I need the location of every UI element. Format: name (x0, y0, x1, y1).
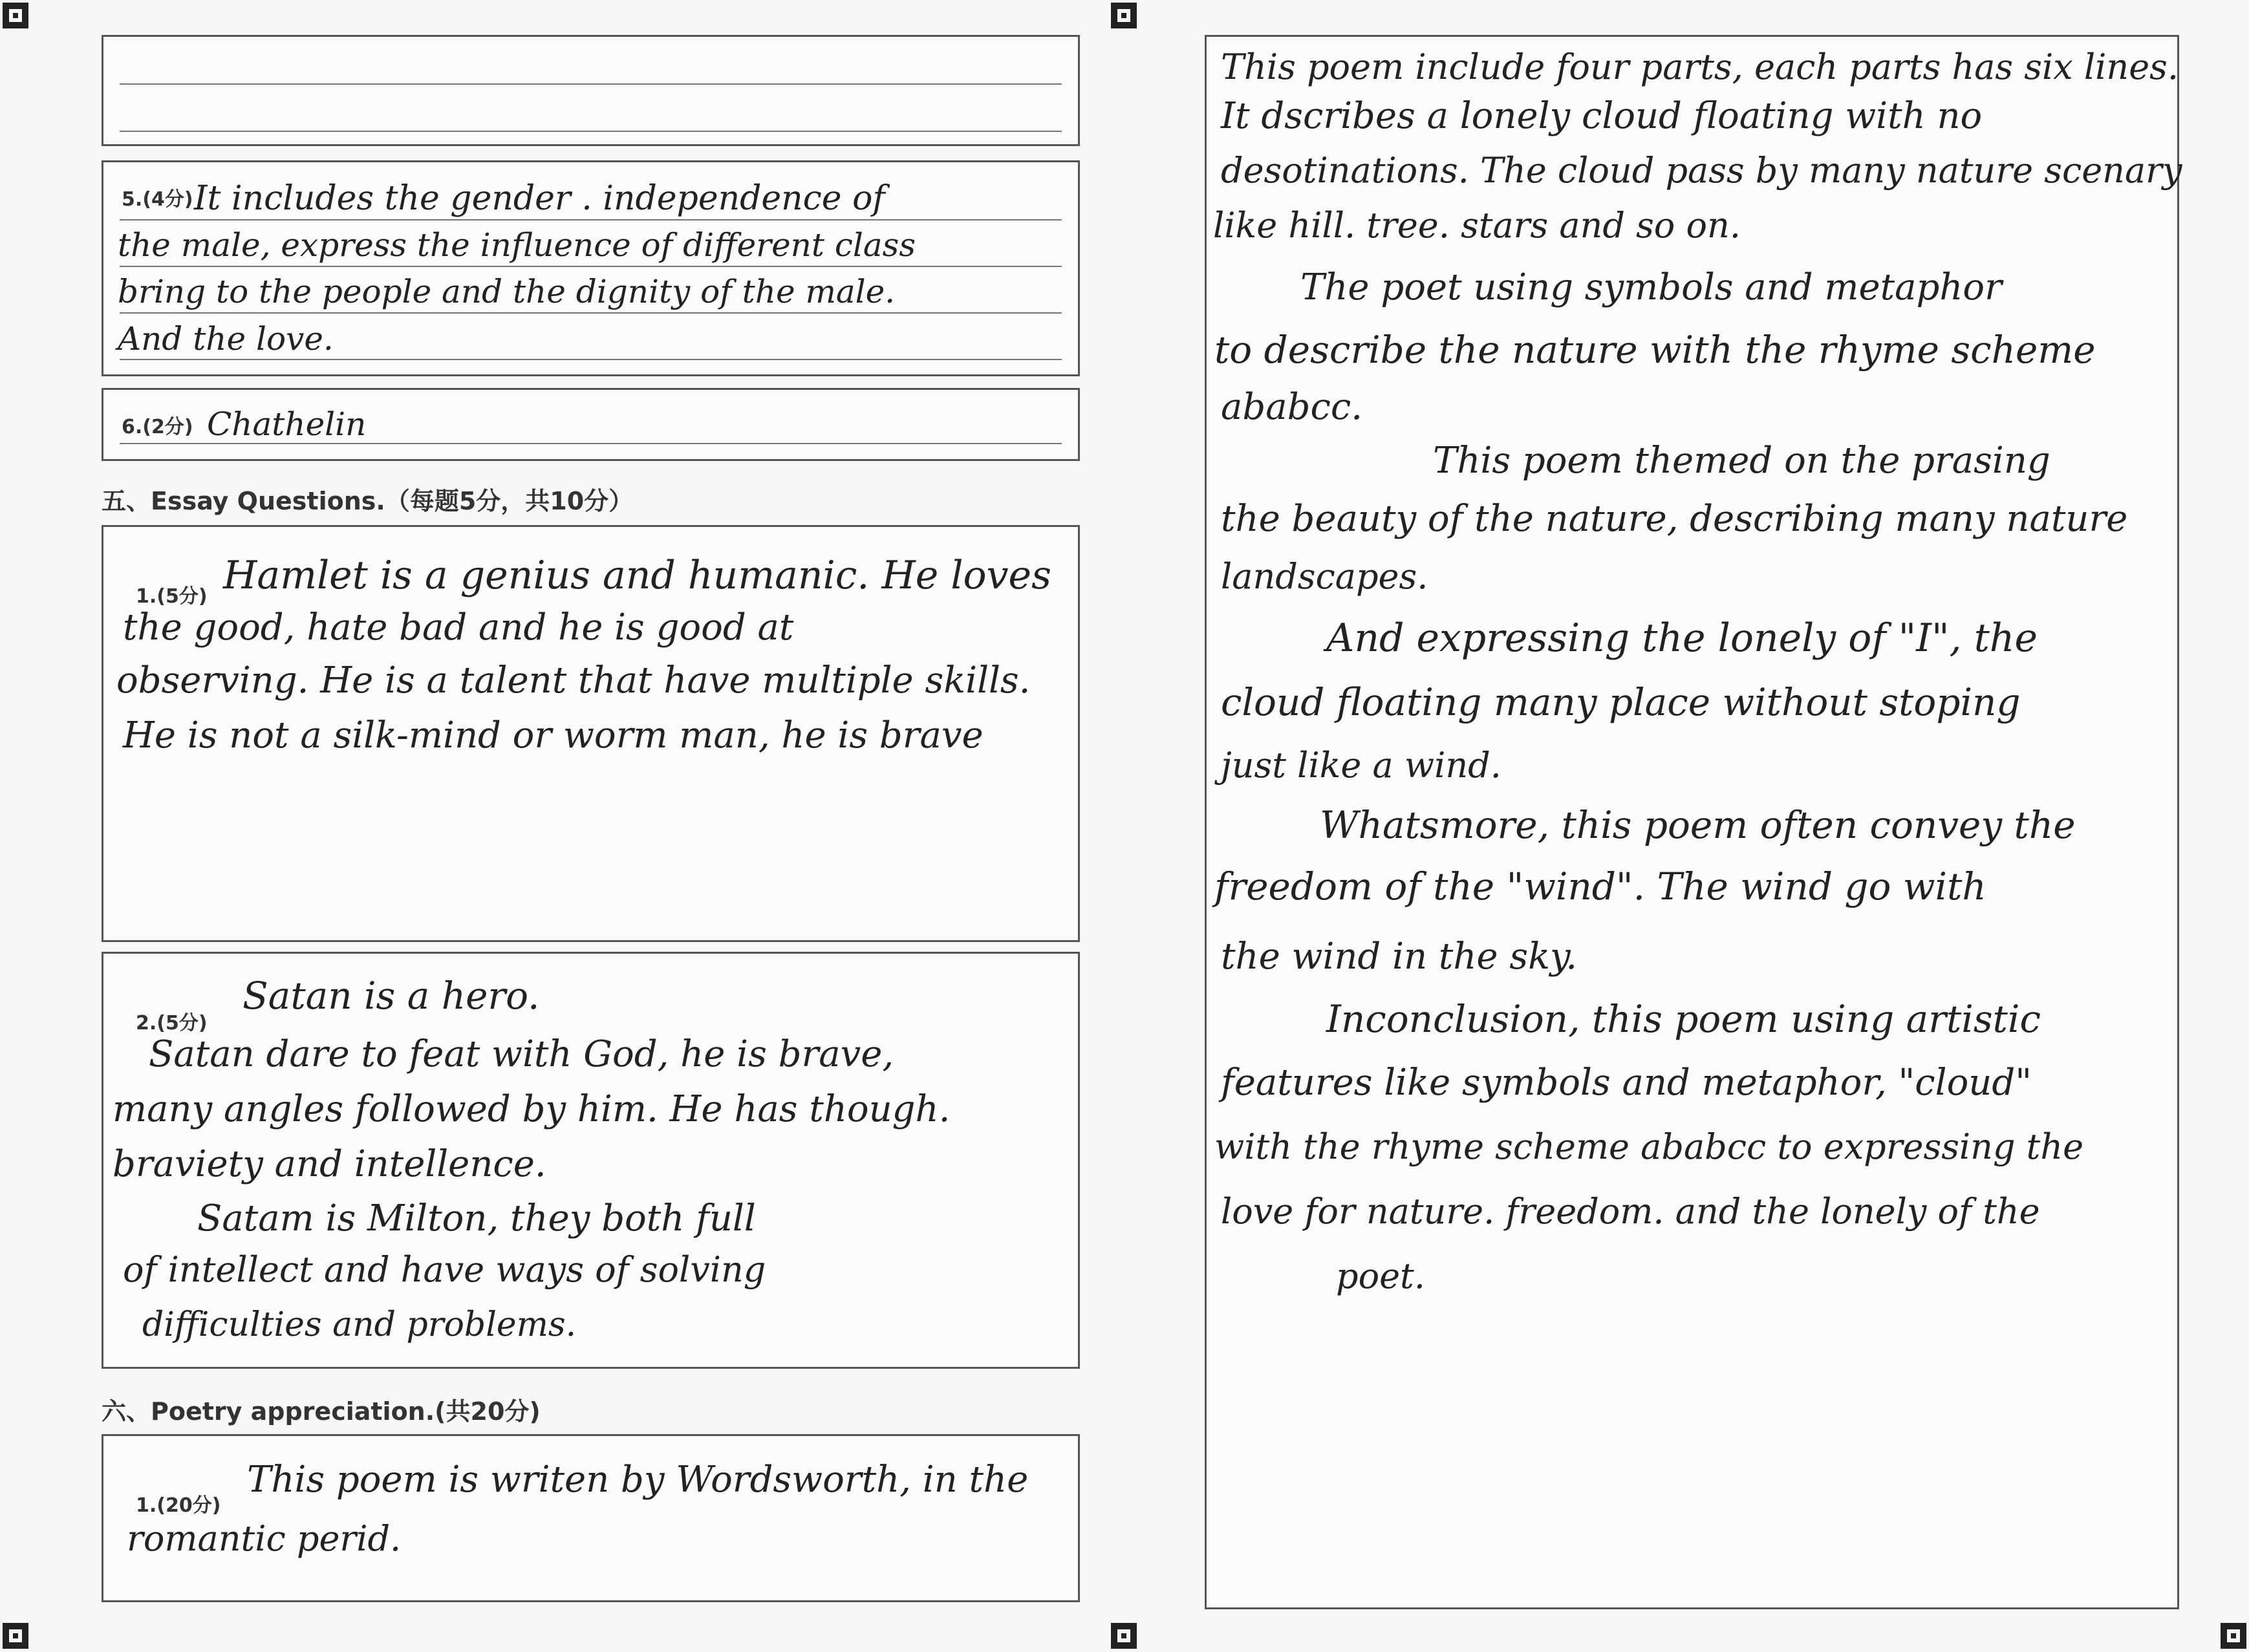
handwritten-answer-line: landscapes. (1221, 556, 1428, 597)
question-label: 6.(2分) (122, 416, 193, 438)
section-heading-poetry: 六、Poetry appreciation.(共20分) (102, 1397, 541, 1426)
handwritten-answer-line: like hill. tree. stars and so on. (1213, 205, 1741, 246)
answer-box-q6 (102, 388, 1080, 461)
handwritten-answer-line: many angles followed by him. He has though. (113, 1088, 951, 1130)
handwritten-answer-line: It dscribes a lonely cloud floating with no (1221, 95, 1983, 137)
handwritten-answer-line: It includes the gender . independence of (194, 179, 885, 218)
answer-line (120, 131, 1062, 132)
answer-line (120, 83, 1062, 85)
handwritten-answer-line: to describe the nature with the rhyme scheme (1214, 328, 2096, 372)
question-label: 1.(20分) (136, 1494, 221, 1517)
registration-marker-bottom-left (3, 1623, 28, 1649)
question-label: 2.(5分) (136, 1012, 208, 1035)
answer-line (120, 443, 1062, 444)
handwritten-answer-line: Hamlet is a genius and humanic. He loves (223, 553, 1051, 598)
handwritten-answer-line: This poem is writen by Wordsworth, in the (247, 1459, 1029, 1501)
handwritten-answer-line: And the love. (118, 320, 334, 358)
answer-line (120, 266, 1062, 267)
handwritten-answer-line: Satan is a hero. (242, 974, 540, 1018)
handwritten-answer-line: The poet using symbols and metaphor (1300, 266, 2002, 308)
answer-box-previous (102, 35, 1080, 146)
handwritten-answer-line: cloud floating many place without stoping (1221, 680, 2021, 724)
handwritten-answer-line: just like a wind. (1221, 745, 1501, 786)
handwritten-answer-line: the beauty of the nature, describing many nature (1221, 498, 2128, 540)
handwritten-answer-line: with the rhyme scheme ababcc to expressing the (1214, 1126, 2084, 1167)
handwritten-answer-line: observing. He is a talent that have multiple skills. (116, 660, 1031, 702)
answer-line (120, 359, 1062, 360)
handwritten-answer-line: This poem themed on the prasing (1433, 440, 2050, 482)
handwritten-answer-line: the wind in the sky. (1221, 936, 1578, 978)
registration-marker-bottom-center (1111, 1623, 1137, 1649)
handwritten-answer-line: romantic perid. (127, 1518, 402, 1559)
question-label: 5.(4分) (122, 188, 193, 211)
handwritten-answer-line: And expressing the lonely of "I", the (1326, 616, 2038, 661)
handwritten-answer: Chathelin (207, 405, 367, 443)
answer-box-q5 (102, 160, 1080, 376)
registration-marker-top-center (1111, 3, 1137, 28)
handwritten-answer-line: the good, hate bad and he is good at (123, 606, 794, 649)
handwritten-answer-line: Whatsmore, this poem often convey the (1320, 803, 2076, 847)
answer-box-poetry-1 (102, 1434, 1080, 1602)
handwritten-answer-line: He is not a silk-mind or worm man, he is brave (123, 714, 984, 756)
answer-box-essay-2 (102, 952, 1080, 1369)
handwritten-answer-line: difficulties and problems. (142, 1305, 577, 1344)
handwritten-answer-line: desotinations. The cloud pass by many nature scenary (1221, 150, 2182, 191)
handwritten-answer-line: bring to the people and the dignity of the male. (118, 273, 896, 310)
answer-line (120, 219, 1062, 220)
handwritten-answer-line: the male, express the influence of different class (118, 226, 916, 264)
handwritten-answer-line: of intellect and have ways of solving (123, 1249, 766, 1290)
section-heading-essay: 五、Essay Questions.（每题5分，共10分） (102, 487, 634, 515)
answer-box-essay-1 (102, 525, 1080, 942)
handwritten-answer-line: braviety and intellence. (113, 1143, 546, 1185)
handwritten-answer-line: features like symbols and metaphor, "cloud" (1221, 1062, 2032, 1104)
handwritten-answer-line: ababcc. (1221, 386, 1362, 428)
handwritten-answer-line: love for nature. freedom. and the lonely of the (1221, 1191, 2040, 1232)
handwritten-answer-line: Satan dare to feat with God, he is brave, (149, 1033, 894, 1075)
registration-marker-top-left (3, 3, 28, 28)
handwritten-answer-line: This poem include four parts, each parts has six lines. (1221, 47, 2179, 87)
answer-box-poetry-continued (1205, 35, 2182, 1609)
handwritten-answer-line: Satam is Milton, they both full (197, 1197, 756, 1239)
handwritten-answer-line: Inconclusion, this poem using artistic (1326, 997, 2041, 1041)
question-label: 1.(5分) (136, 585, 208, 608)
handwritten-answer-line: poet. (1336, 1256, 1425, 1296)
registration-marker-bottom-right (2221, 1623, 2246, 1649)
answer-line (120, 312, 1062, 314)
handwritten-answer-line: freedom of the "wind". The wind go with (1214, 864, 1986, 908)
